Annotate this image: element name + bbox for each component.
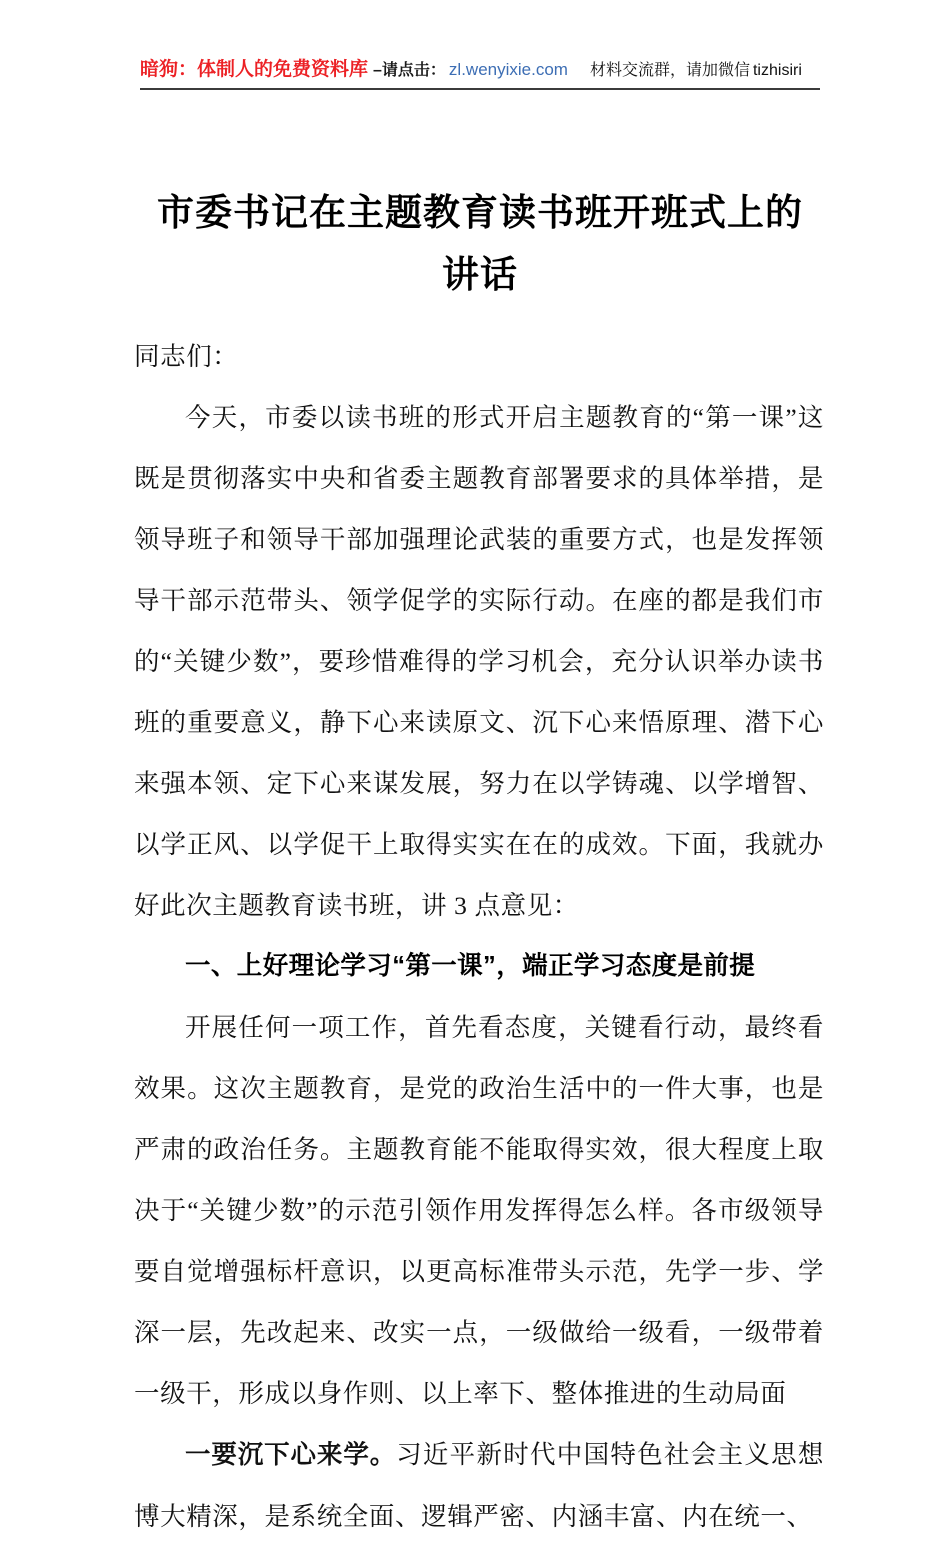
promo-click-prompt: –请点击： [373,62,446,79]
promo-website-link[interactable]: zl.wenyixie.com [448,60,568,79]
promo-header-banner [140,58,820,90]
salutation-line: 同志们： [134,342,239,371]
document-title: 市委书记在主题教育读书班开班式上的讲话 [157,192,803,296]
promo-header-line [140,58,820,82]
section-one-paragraph: 开展任何一项工作，首先看态度，关键看行动，最终看效果。这次主题教育，是党的政治生活中的一件大事，也是严肃的政治任务。主题教育能不能取得实效，很大程度上取决于“关键少数”的示范引领作用发挥得怎么样。各市级领导要自觉增强标杆意识，以更高标准带头示范，先学一步、学深一层，先改起来、改实一点，一级做给一级看，一级带着一级干，形成以身作则、以上率下、整体推进的生动局面 [134,1013,824,1408]
document-body [134,326,824,1547]
opening-paragraph: 今天，市委以读书班的形式开启主题教育的“第一课”这既是贯彻落实中央和省委主题教育部署要求的具体举措，是领导班子和领导干部加强理论武装的重要方式，也是发挥领导干部示范带头、领学促学的实际行动。在座的都是我们市的“关键少数”，要珍惜难得的学习机会，充分认识举办读书班的重要意义，静下心来读原文、沉下心来悟原理、潜下心来强本领、定下心来谋发展，努力在以学铸魂、以学增智、以学正风、以学促干上取得实实在在的成效。下面，我就办好此次主题教育读书班，讲 3 点意见： [134,403,824,920]
promo-group-text: 材料交流群，请加微信 [589,62,750,79]
promo-brand-text: 暗狗：体制人的免费资料库 [140,59,369,80]
point-one-lead-label: 一要沉下心来学。 [185,1441,397,1469]
section-heading-one: 一、上好理论学习“第一课”，端正学习态度是前提 [185,952,756,980]
point-one-paragraph [134,1424,824,1547]
point-one-body-text: 习近平新时代中国特色社会主义思想博大精深，是系统全面、逻辑严密、内涵丰富、内在统一、 [134,1440,824,1531]
promo-wechat-id: tizhisiri [752,62,802,79]
